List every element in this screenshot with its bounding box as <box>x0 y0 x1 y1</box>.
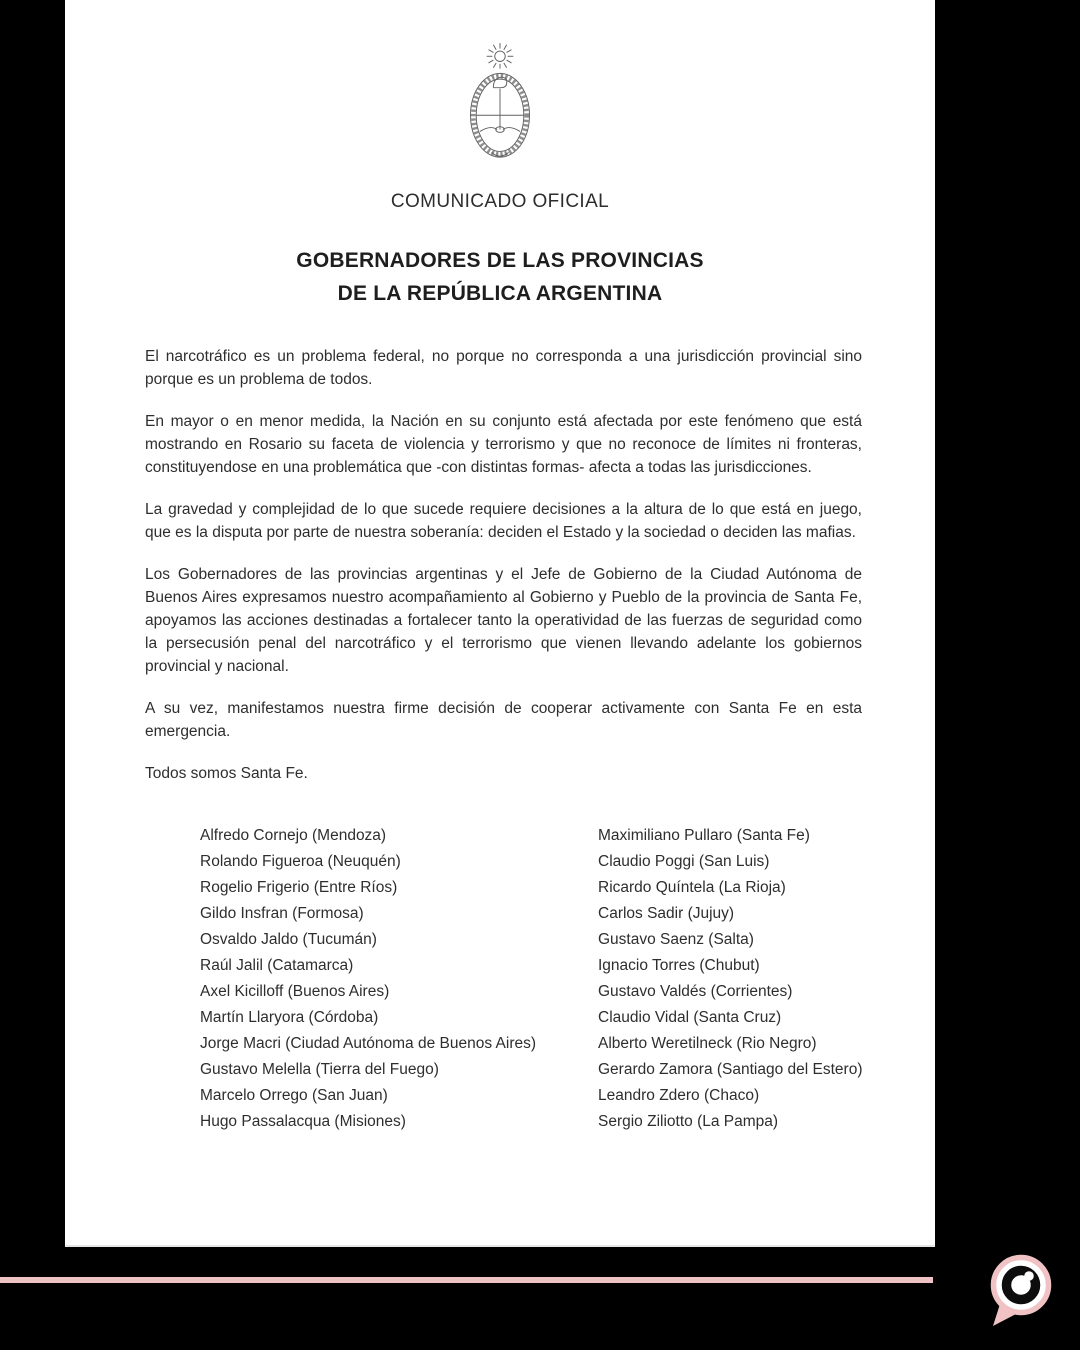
signatory: Ricardo Quíntela (La Rioja) <box>598 879 786 896</box>
signatory: Alfredo Cornejo (Mendoza) <box>200 827 387 844</box>
signatories-left-column <box>200 823 598 1135</box>
document-page <box>65 0 935 1247</box>
argentina-coat-of-arms-icon <box>445 42 555 160</box>
signatory: Axel Kicilloff (Buenos Aires) <box>200 983 390 1000</box>
signatory: Raúl Jalil (Catamarca) <box>200 957 354 974</box>
document-title-line2: DE LA REPÚBLICA ARGENTINA <box>337 282 663 305</box>
signatory: Gustavo Valdés (Corrientes) <box>598 983 793 1000</box>
footer-divider-line <box>0 1277 933 1283</box>
body-paragraph: La gravedad y complejidad de lo que sucede requiere decisiones a la altura de lo que está en juego, que es la disputa por parte de nuestra soberanía: deciden el Estado y la sociedad o deciden las mafias. <box>145 501 862 541</box>
signatory: Maximiliano Pullaro (Santa Fe) <box>598 827 810 844</box>
closing-line: Todos somos Santa Fe. <box>145 765 308 782</box>
signatory: Martín Llaryora (Córdoba) <box>200 1009 379 1026</box>
speech-bubble-eye-logo-icon <box>987 1253 1057 1331</box>
signatory: Ignacio Torres (Chubut) <box>598 957 760 974</box>
signatory: Rolando Figueroa (Neuquén) <box>200 853 401 870</box>
body-paragraph: A su vez, manifestamos nuestra firme decisión de cooperar activamente con Santa Fe en esta emergencia. <box>145 700 862 740</box>
signatory: Leandro Zdero (Chaco) <box>598 1087 760 1104</box>
signatory: Gerardo Zamora (Santiago del Estero) <box>598 1061 863 1078</box>
signatory: Claudio Poggi (San Luis) <box>598 853 770 870</box>
signatory: Osvaldo Jaldo (Tucumán) <box>200 931 377 948</box>
document-kicker: COMUNICADO OFICIAL <box>390 191 610 212</box>
signatories <box>65 823 935 1135</box>
signatory: Gustavo Saenz (Salta) <box>598 931 754 948</box>
document-title-line1: GOBERNADORES DE LAS PROVINCIAS <box>296 249 704 272</box>
body-paragraph: El narcotráfico es un problema federal, no porque no corresponda a una jurisdicción provincial sino porque es un problema de todos. <box>145 348 862 388</box>
signatories-right-column <box>598 823 935 1135</box>
document-body <box>65 345 935 743</box>
signatory: Alberto Weretilneck (Rio Negro) <box>598 1035 817 1052</box>
signatory: Gildo Insfran (Formosa) <box>200 905 364 922</box>
signatory: Marcelo Orrego (San Juan) <box>200 1087 388 1104</box>
document-title <box>65 244 935 310</box>
body-paragraph: En mayor o en menor medida, la Nación en su conjunto está afectada por este fenómeno que está mostrando en Rosario su faceta de violencia y terrorismo y que no reconoce de límites ni fronteras, constituyendose en una problemática que -con distintas formas- afecta a todas las jurisdicciones. <box>145 413 862 476</box>
signatory: Carlos Sadir (Jujuy) <box>598 905 735 922</box>
signatory: Sergio Ziliotto (La Pampa) <box>598 1113 779 1130</box>
signatory: Jorge Macri (Ciudad Autónoma de Buenos Aires) <box>200 1035 537 1052</box>
signatory: Hugo Passalacqua (Misiones) <box>200 1113 406 1130</box>
signatory: Gustavo Melella (Tierra del Fuego) <box>200 1061 439 1078</box>
signatory: Rogelio Frigerio (Entre Ríos) <box>200 879 398 896</box>
body-paragraph: Los Gobernadores de las provincias argentinas y el Jefe de Gobierno de la Ciudad Autónoma de Buenos Aires expresamos nuestro acompañamiento al Gobierno y Pueblo de la provincia de Santa Fe, apoyamos las acciones destinadas a fortalecer tanto la operatividad de las fuerzas de seguridad como la persecusión penal del narcotráfico y el terrorismo que vienen llevando adelante los gobiernos provincial y nacional. <box>145 566 862 675</box>
signatory: Claudio Vidal (Santa Cruz) <box>598 1009 782 1026</box>
